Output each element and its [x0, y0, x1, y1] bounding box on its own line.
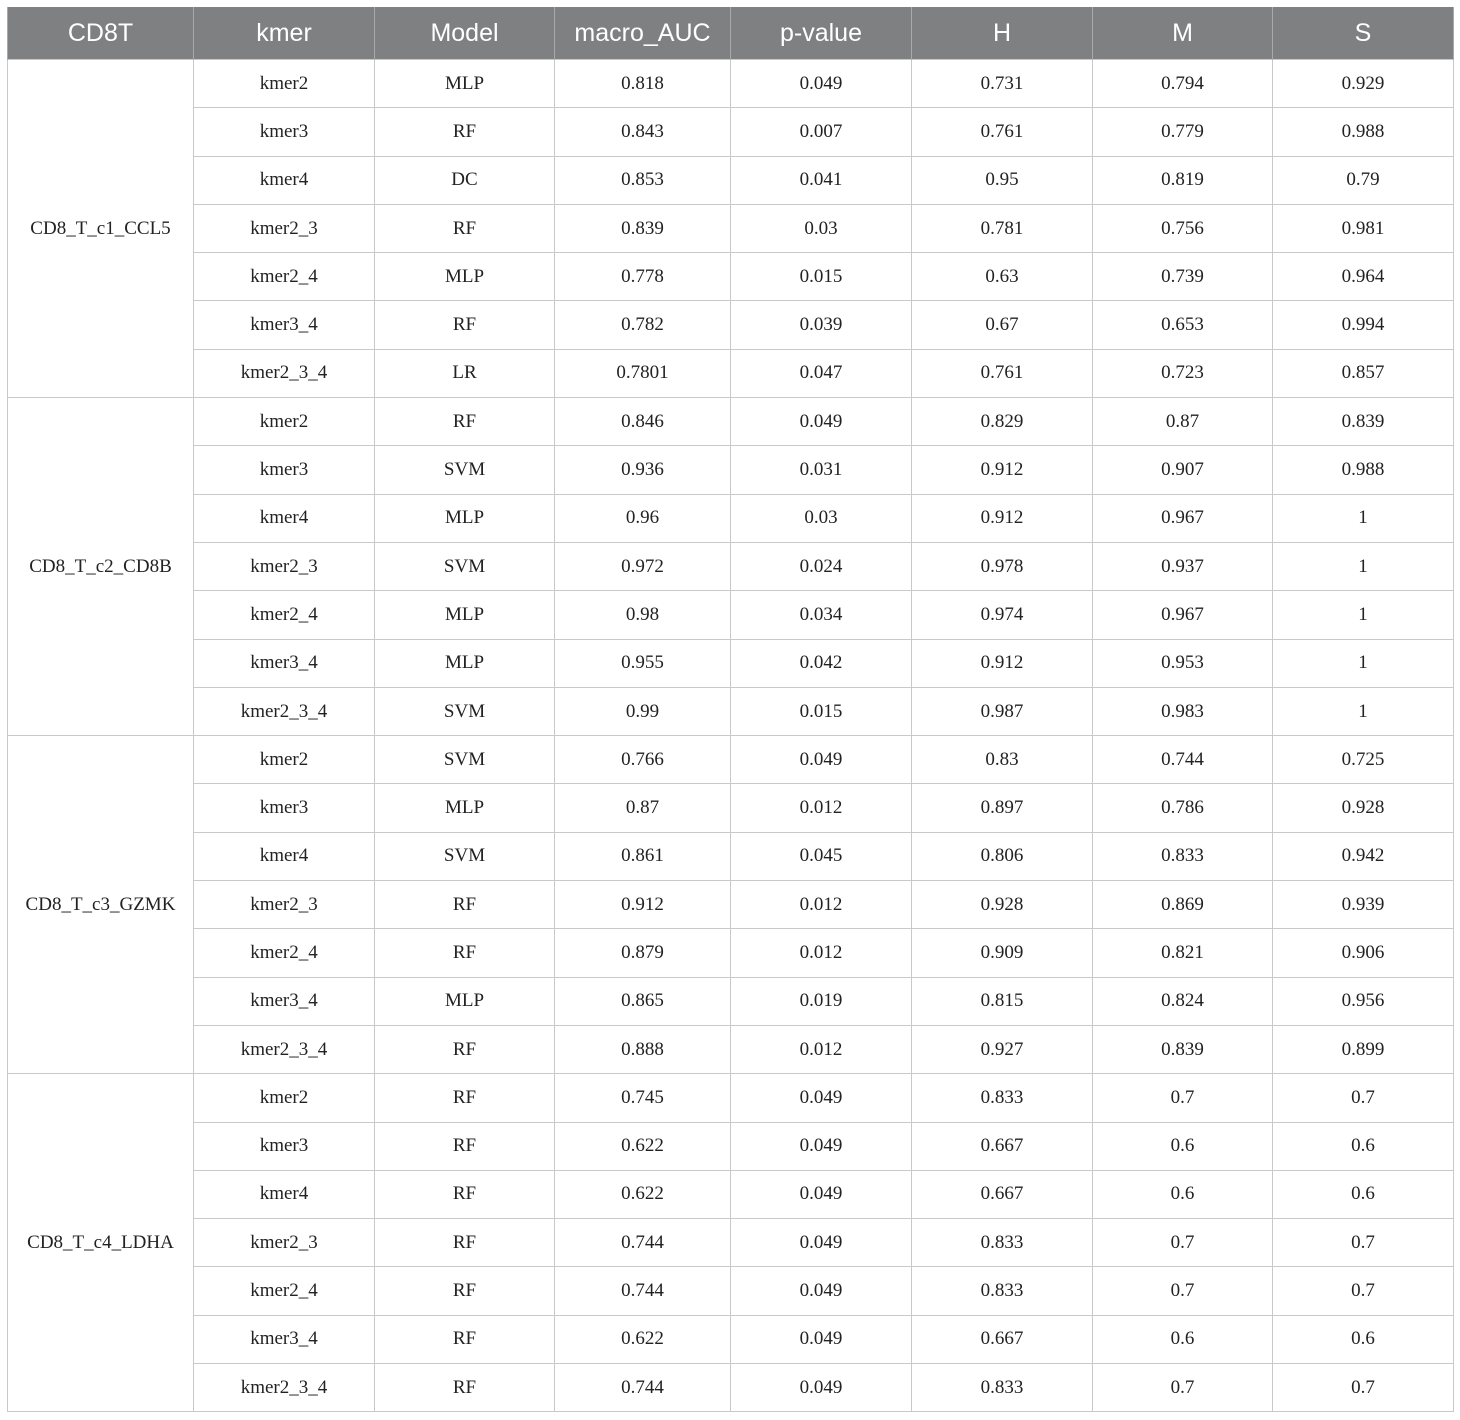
cell-kmer: kmer2 [194, 60, 375, 108]
cell-macro-auc: 0.96 [555, 494, 731, 542]
table-row [8, 687, 1454, 735]
cell-model: RF [375, 929, 555, 977]
table-row [8, 639, 1454, 687]
cell-macro-auc: 0.888 [555, 1025, 731, 1073]
group-name-cell: CD8_T_c1_CCL5 [8, 60, 194, 398]
table-row [8, 1025, 1454, 1073]
cell-kmer: kmer2_3_4 [194, 1025, 375, 1073]
column-header-m: M [1093, 7, 1273, 60]
cell-model: MLP [375, 60, 555, 108]
cell-macro-auc: 0.972 [555, 542, 731, 590]
cell-m: 0.824 [1093, 977, 1273, 1025]
table-header [8, 7, 1454, 60]
cell-model: RF [375, 301, 555, 349]
cell-p-value: 0.047 [731, 349, 912, 397]
cell-model: MLP [375, 639, 555, 687]
cell-s: 0.939 [1273, 881, 1454, 929]
cell-macro-auc: 0.766 [555, 736, 731, 784]
cell-p-value: 0.045 [731, 832, 912, 880]
cell-p-value: 0.03 [731, 204, 912, 252]
cell-s: 0.956 [1273, 977, 1454, 1025]
column-header-h: H [912, 7, 1093, 60]
cell-m: 0.779 [1093, 108, 1273, 156]
cell-m: 0.869 [1093, 881, 1273, 929]
cell-m: 0.967 [1093, 494, 1273, 542]
cell-kmer: kmer2_3 [194, 204, 375, 252]
cell-model: RF [375, 1267, 555, 1315]
table-row [8, 1267, 1454, 1315]
cell-h: 0.815 [912, 977, 1093, 1025]
cell-h: 0.781 [912, 204, 1093, 252]
cell-macro-auc: 0.745 [555, 1074, 731, 1122]
column-header-model: Model [375, 7, 555, 60]
cell-kmer: kmer2_3_4 [194, 1364, 375, 1412]
cell-macro-auc: 0.936 [555, 446, 731, 494]
cell-m: 0.6 [1093, 1170, 1273, 1218]
cell-h: 0.928 [912, 881, 1093, 929]
cell-macro-auc: 0.912 [555, 881, 731, 929]
cell-m: 0.786 [1093, 784, 1273, 832]
cell-p-value: 0.042 [731, 639, 912, 687]
cell-m: 0.907 [1093, 446, 1273, 494]
cell-kmer: kmer2 [194, 398, 375, 446]
cell-m: 0.87 [1093, 398, 1273, 446]
table-row [8, 929, 1454, 977]
cell-model: RF [375, 108, 555, 156]
cell-p-value: 0.012 [731, 929, 912, 977]
cell-h: 0.667 [912, 1122, 1093, 1170]
cell-m: 0.967 [1093, 591, 1273, 639]
cell-kmer: kmer3 [194, 1122, 375, 1170]
cell-kmer: kmer2 [194, 1074, 375, 1122]
cell-s: 0.6 [1273, 1170, 1454, 1218]
cell-s: 0.988 [1273, 108, 1454, 156]
cell-model: MLP [375, 494, 555, 542]
table-row [8, 494, 1454, 542]
cell-kmer: kmer2_3 [194, 881, 375, 929]
cell-macro-auc: 0.744 [555, 1267, 731, 1315]
cell-s: 0.988 [1273, 446, 1454, 494]
cell-kmer: kmer2_3_4 [194, 349, 375, 397]
cell-h: 0.63 [912, 253, 1093, 301]
cell-macro-auc: 0.622 [555, 1170, 731, 1218]
cell-h: 0.987 [912, 687, 1093, 735]
cell-p-value: 0.041 [731, 156, 912, 204]
cell-h: 0.761 [912, 349, 1093, 397]
cell-macro-auc: 0.782 [555, 301, 731, 349]
cell-model: MLP [375, 784, 555, 832]
cell-model: RF [375, 1122, 555, 1170]
table-row [8, 977, 1454, 1025]
cell-p-value: 0.049 [731, 1074, 912, 1122]
table-row [8, 156, 1454, 204]
cell-m: 0.756 [1093, 204, 1273, 252]
cell-s: 0.981 [1273, 204, 1454, 252]
cell-m: 0.839 [1093, 1025, 1273, 1073]
cell-macro-auc: 0.7801 [555, 349, 731, 397]
cell-h: 0.909 [912, 929, 1093, 977]
cell-p-value: 0.049 [731, 1122, 912, 1170]
cell-s: 0.7 [1273, 1267, 1454, 1315]
cell-kmer: kmer4 [194, 494, 375, 542]
cell-kmer: kmer3_4 [194, 301, 375, 349]
cell-model: SVM [375, 736, 555, 784]
cell-p-value: 0.049 [731, 398, 912, 446]
cell-macro-auc: 0.98 [555, 591, 731, 639]
table-row [8, 736, 1454, 784]
cell-kmer: kmer3 [194, 108, 375, 156]
cell-p-value: 0.012 [731, 784, 912, 832]
cell-s: 0.6 [1273, 1122, 1454, 1170]
cell-kmer: kmer2_4 [194, 1267, 375, 1315]
table-row [8, 60, 1454, 108]
cell-model: MLP [375, 253, 555, 301]
cell-m: 0.833 [1093, 832, 1273, 880]
cell-p-value: 0.015 [731, 253, 912, 301]
cell-s: 1 [1273, 687, 1454, 735]
cell-s: 0.906 [1273, 929, 1454, 977]
group-name-cell: CD8_T_c3_GZMK [8, 736, 194, 1074]
cell-h: 0.912 [912, 639, 1093, 687]
cell-macro-auc: 0.818 [555, 60, 731, 108]
column-header-kmer: kmer [194, 7, 375, 60]
cell-kmer: kmer3_4 [194, 977, 375, 1025]
cell-h: 0.761 [912, 108, 1093, 156]
cell-s: 0.964 [1273, 253, 1454, 301]
cell-h: 0.912 [912, 494, 1093, 542]
cell-p-value: 0.031 [731, 446, 912, 494]
cell-s: 0.7 [1273, 1219, 1454, 1267]
cell-h: 0.95 [912, 156, 1093, 204]
cell-model: RF [375, 1025, 555, 1073]
cell-model: RF [375, 204, 555, 252]
results-table [7, 7, 1454, 1412]
cell-model: DC [375, 156, 555, 204]
cell-kmer: kmer2 [194, 736, 375, 784]
cell-m: 0.744 [1093, 736, 1273, 784]
cell-h: 0.912 [912, 446, 1093, 494]
table-row [8, 108, 1454, 156]
cell-model: RF [375, 1364, 555, 1412]
cell-kmer: kmer3_4 [194, 1315, 375, 1363]
cell-model: RF [375, 1074, 555, 1122]
cell-s: 0.928 [1273, 784, 1454, 832]
cell-h: 0.833 [912, 1219, 1093, 1267]
cell-kmer: kmer2_3_4 [194, 687, 375, 735]
cell-s: 0.929 [1273, 60, 1454, 108]
cell-m: 0.739 [1093, 253, 1273, 301]
cell-kmer: kmer3_4 [194, 639, 375, 687]
cell-macro-auc: 0.778 [555, 253, 731, 301]
cell-kmer: kmer2_3 [194, 1219, 375, 1267]
column-header-p-value: p-value [731, 7, 912, 60]
table-row [8, 1170, 1454, 1218]
cell-h: 0.829 [912, 398, 1093, 446]
cell-macro-auc: 0.839 [555, 204, 731, 252]
cell-m: 0.6 [1093, 1315, 1273, 1363]
cell-h: 0.897 [912, 784, 1093, 832]
cell-model: SVM [375, 687, 555, 735]
cell-kmer: kmer3 [194, 446, 375, 494]
cell-h: 0.67 [912, 301, 1093, 349]
column-header-s: S [1273, 7, 1454, 60]
cell-h: 0.806 [912, 832, 1093, 880]
cell-model: RF [375, 881, 555, 929]
table-row [8, 1315, 1454, 1363]
cell-m: 0.723 [1093, 349, 1273, 397]
cell-s: 0.6 [1273, 1315, 1454, 1363]
table-row [8, 446, 1454, 494]
cell-s: 0.725 [1273, 736, 1454, 784]
cell-macro-auc: 0.879 [555, 929, 731, 977]
table-row [8, 784, 1454, 832]
cell-p-value: 0.039 [731, 301, 912, 349]
cell-h: 0.731 [912, 60, 1093, 108]
column-header-macro-auc: macro_AUC [555, 7, 731, 60]
cell-model: SVM [375, 542, 555, 590]
cell-p-value: 0.012 [731, 881, 912, 929]
cell-macro-auc: 0.865 [555, 977, 731, 1025]
cell-macro-auc: 0.846 [555, 398, 731, 446]
cell-model: RF [375, 1170, 555, 1218]
table-row [8, 1122, 1454, 1170]
cell-s: 0.7 [1273, 1364, 1454, 1412]
cell-p-value: 0.012 [731, 1025, 912, 1073]
table-body [8, 60, 1454, 1412]
cell-kmer: kmer2_3 [194, 542, 375, 590]
cell-p-value: 0.049 [731, 1364, 912, 1412]
cell-model: RF [375, 1315, 555, 1363]
cell-m: 0.937 [1093, 542, 1273, 590]
cell-m: 0.6 [1093, 1122, 1273, 1170]
cell-p-value: 0.019 [731, 977, 912, 1025]
table-row [8, 398, 1454, 446]
cell-p-value: 0.03 [731, 494, 912, 542]
cell-h: 0.83 [912, 736, 1093, 784]
table-row [8, 542, 1454, 590]
cell-m: 0.819 [1093, 156, 1273, 204]
cell-kmer: kmer3 [194, 784, 375, 832]
cell-m: 0.653 [1093, 301, 1273, 349]
cell-kmer: kmer2_4 [194, 253, 375, 301]
column-header-cd8t: CD8T [8, 7, 194, 60]
cell-m: 0.953 [1093, 639, 1273, 687]
cell-m: 0.7 [1093, 1364, 1273, 1412]
cell-m: 0.794 [1093, 60, 1273, 108]
header-row [8, 7, 1454, 60]
cell-h: 0.667 [912, 1170, 1093, 1218]
cell-p-value: 0.049 [731, 1219, 912, 1267]
cell-kmer: kmer2_4 [194, 591, 375, 639]
cell-s: 1 [1273, 639, 1454, 687]
cell-s: 0.857 [1273, 349, 1454, 397]
cell-macro-auc: 0.87 [555, 784, 731, 832]
cell-s: 0.7 [1273, 1074, 1454, 1122]
cell-h: 0.927 [912, 1025, 1093, 1073]
table-row [8, 301, 1454, 349]
table-row [8, 1074, 1454, 1122]
cell-s: 0.79 [1273, 156, 1454, 204]
cell-macro-auc: 0.744 [555, 1219, 731, 1267]
cell-macro-auc: 0.99 [555, 687, 731, 735]
cell-model: RF [375, 398, 555, 446]
cell-m: 0.7 [1093, 1219, 1273, 1267]
cell-s: 0.994 [1273, 301, 1454, 349]
cell-macro-auc: 0.622 [555, 1315, 731, 1363]
table-row [8, 349, 1454, 397]
cell-kmer: kmer2_4 [194, 929, 375, 977]
cell-p-value: 0.049 [731, 736, 912, 784]
table-row [8, 253, 1454, 301]
table-row [8, 832, 1454, 880]
group-name-cell: CD8_T_c4_LDHA [8, 1074, 194, 1412]
cell-kmer: kmer4 [194, 832, 375, 880]
cell-s: 0.942 [1273, 832, 1454, 880]
cell-s: 1 [1273, 494, 1454, 542]
cell-h: 0.833 [912, 1267, 1093, 1315]
cell-macro-auc: 0.744 [555, 1364, 731, 1412]
table-row [8, 1219, 1454, 1267]
cell-macro-auc: 0.622 [555, 1122, 731, 1170]
cell-p-value: 0.007 [731, 108, 912, 156]
table-row [8, 204, 1454, 252]
cell-model: RF [375, 1219, 555, 1267]
cell-m: 0.7 [1093, 1267, 1273, 1315]
cell-h: 0.833 [912, 1364, 1093, 1412]
cell-model: LR [375, 349, 555, 397]
cell-s: 0.899 [1273, 1025, 1454, 1073]
cell-h: 0.978 [912, 542, 1093, 590]
cell-m: 0.983 [1093, 687, 1273, 735]
cell-p-value: 0.049 [731, 1315, 912, 1363]
cell-h: 0.974 [912, 591, 1093, 639]
cell-kmer: kmer4 [194, 156, 375, 204]
cell-model: MLP [375, 591, 555, 639]
cell-m: 0.821 [1093, 929, 1273, 977]
group-name-cell: CD8_T_c2_CD8B [8, 398, 194, 736]
cell-macro-auc: 0.861 [555, 832, 731, 880]
table-row [8, 1364, 1454, 1412]
cell-p-value: 0.049 [731, 1170, 912, 1218]
cell-p-value: 0.034 [731, 591, 912, 639]
cell-p-value: 0.049 [731, 1267, 912, 1315]
cell-model: MLP [375, 977, 555, 1025]
cell-m: 0.7 [1093, 1074, 1273, 1122]
cell-h: 0.667 [912, 1315, 1093, 1363]
cell-p-value: 0.015 [731, 687, 912, 735]
cell-p-value: 0.024 [731, 542, 912, 590]
cell-macro-auc: 0.955 [555, 639, 731, 687]
cell-kmer: kmer4 [194, 1170, 375, 1218]
cell-h: 0.833 [912, 1074, 1093, 1122]
cell-model: SVM [375, 446, 555, 494]
table-row [8, 881, 1454, 929]
table-row [8, 591, 1454, 639]
cell-model: SVM [375, 832, 555, 880]
cell-s: 1 [1273, 542, 1454, 590]
cell-s: 1 [1273, 591, 1454, 639]
cell-s: 0.839 [1273, 398, 1454, 446]
cell-p-value: 0.049 [731, 60, 912, 108]
cell-macro-auc: 0.853 [555, 156, 731, 204]
cell-macro-auc: 0.843 [555, 108, 731, 156]
